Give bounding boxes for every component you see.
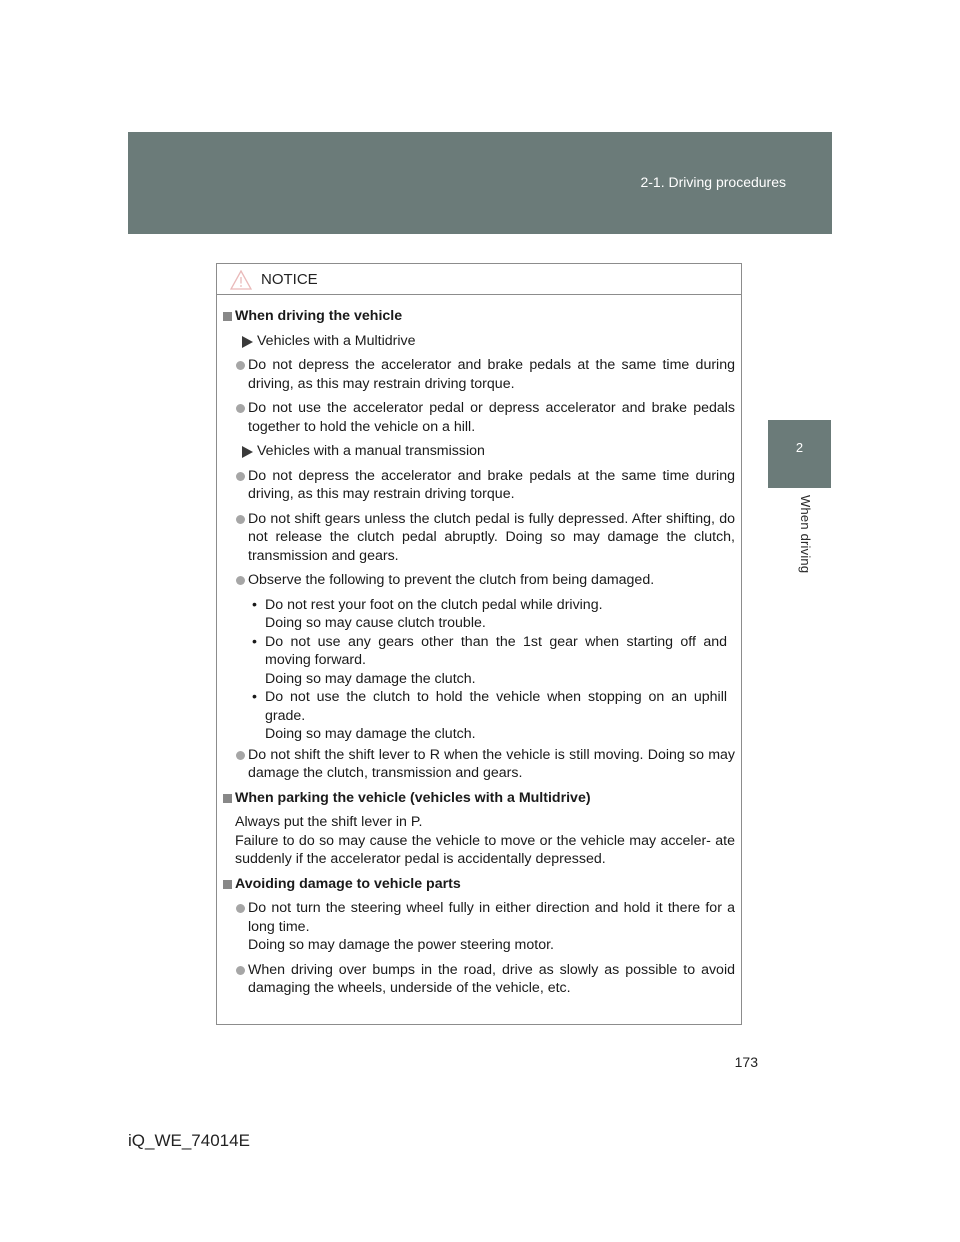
notice-header	[217, 264, 741, 295]
bullet-item: Observe the following to prevent the clutch from being damaged.	[217, 571, 741, 590]
round-bullet-icon	[236, 361, 245, 370]
square-bullet-icon	[223, 794, 232, 803]
bullet-item: Do not turn the steering wheel fully in either direction and hold it there for a long time. Doing so may damage the power steering motor.	[217, 899, 741, 955]
round-bullet-icon	[236, 472, 245, 481]
bullet-item: When driving over bumps in the road, drive as slowly as possible to avoid damaging the wheels, underside of the vehicle, etc.	[217, 961, 741, 998]
dash-item: • Do not rest your foot on the clutch pedal while driving. Doing so may cause clutch trouble.	[252, 596, 603, 631]
square-bullet-icon	[223, 312, 232, 321]
warning-triangle-icon	[230, 270, 252, 290]
chapter-number: 2	[795, 440, 804, 455]
dash-item: • Do not use any gears other than the 1st gear when starting off and moving forward. Doing so may damage the clutch.	[252, 633, 727, 687]
bullet-item: Do not depress the accelerator and brake pedals at the same time during driving, as this may restrain driving torque.	[217, 467, 741, 504]
round-bullet-icon	[236, 904, 245, 913]
document-code: iQ_WE_74014E	[128, 1131, 250, 1150]
sub-heading: Vehicles with a Multidrive	[217, 332, 741, 351]
notice-box	[216, 263, 742, 1025]
triangle-arrow-icon	[242, 446, 253, 458]
bullet-item: Do not use the accelerator pedal or depress accelerator and brake pedals together to hold the vehicle on a hill.	[217, 399, 741, 436]
bullet-item: Do not shift the shift lever to R when the vehicle is still moving. Doing so may damage the clutch, transmission and gears.	[217, 746, 741, 783]
bullet-item: Do not depress the accelerator and brake pedals at the same time during driving, as this may restrain driving torque.	[217, 356, 741, 393]
section-heading: When driving the vehicle	[217, 307, 741, 326]
page-number: 173	[734, 1054, 758, 1070]
round-bullet-icon	[236, 751, 245, 760]
square-bullet-icon	[223, 880, 232, 889]
section-heading: Avoiding damage to vehicle parts	[217, 875, 741, 894]
notice-title: NOTICE	[261, 271, 318, 288]
round-bullet-icon	[236, 576, 245, 585]
round-bullet-icon	[236, 515, 245, 524]
notice-body	[217, 295, 741, 998]
round-bullet-icon	[236, 966, 245, 975]
paragraph: Always put the shift lever in P. Failure to do so may cause the vehicle to move or the vehicle may acceler- ate suddenly if the accelerator pedal is accidentally depressed.	[235, 814, 735, 867]
round-bullet-icon	[236, 404, 245, 413]
triangle-arrow-icon	[242, 336, 253, 348]
dash-item: • Do not use the clutch to hold the vehicle when stopping on an uphill grade. Doing so may damage the clutch.	[252, 689, 727, 742]
section-heading: When parking the vehicle (vehicles with a Multidrive)	[217, 789, 741, 808]
chapter-label: When driving	[798, 495, 813, 574]
section-title: 2-1. Driving procedures	[640, 174, 786, 190]
sub-heading: Vehicles with a manual transmission	[217, 442, 741, 461]
dash-list	[217, 596, 741, 744]
bullet-item: Do not shift gears unless the clutch pedal is fully depressed. After shifting, do not release the clutch pedal abruptly. Doing so may damage the clutch, transmission and gears.	[217, 510, 741, 566]
